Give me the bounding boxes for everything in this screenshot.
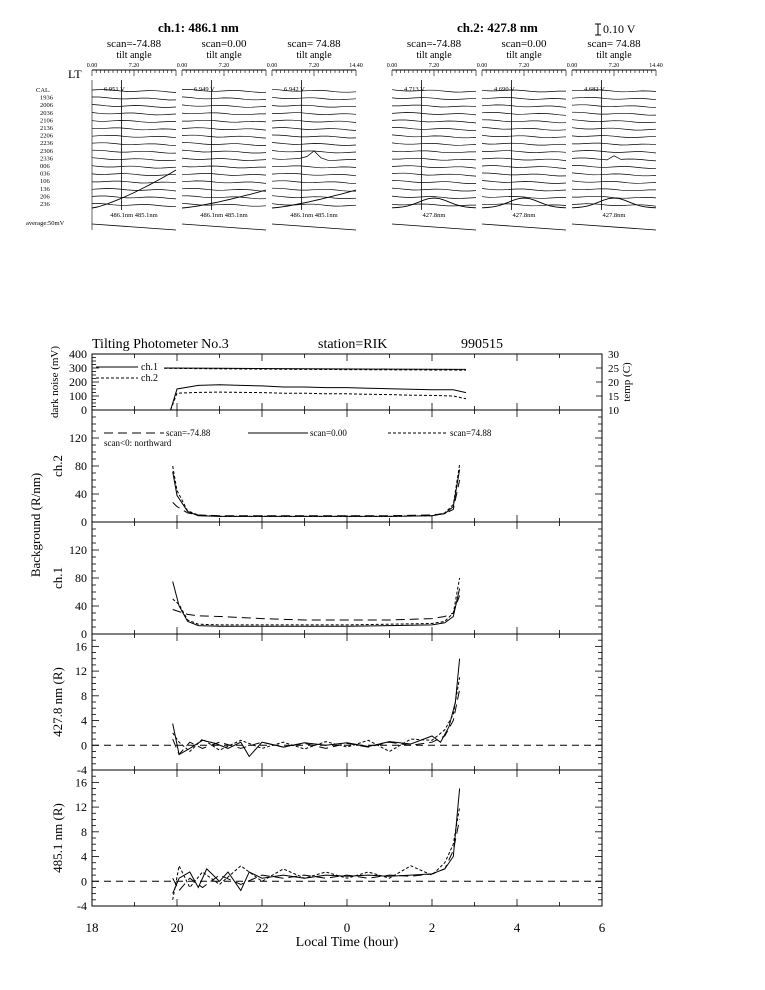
tilt-tick-label: 7.20: [608, 63, 620, 69]
tilt-angle-label: tilt angle: [596, 50, 632, 61]
y-axis-label: dark noise (mV): [49, 345, 61, 419]
scan-trace: [272, 113, 356, 115]
average-trace: [482, 224, 566, 230]
scan-trace: [182, 150, 266, 153]
y-tick-label: 120: [69, 543, 87, 557]
scan-trace: [392, 98, 476, 100]
y-tick-label: 0: [81, 738, 87, 753]
scan-trace: [392, 120, 476, 123]
tilt-tick-label: 14.40: [349, 63, 363, 69]
lt-row-label: 236: [40, 201, 50, 208]
y2-tick-label: 20: [608, 377, 619, 389]
scan-trace: [272, 181, 356, 184]
scan-trace: [392, 151, 476, 153]
tilt-tick-label: 0.00: [86, 63, 98, 69]
scan-trace: [392, 188, 476, 191]
y-tick-label: 400: [69, 347, 87, 361]
scan-trace: [392, 113, 476, 115]
tilt-tick-label: 14.40: [649, 63, 663, 69]
scale-label: 0.10 V: [603, 22, 636, 36]
scan-trace: [392, 166, 476, 169]
x-tick-label: 18: [85, 920, 99, 935]
scan-column: [387, 38, 476, 230]
y-tick-label: 12: [75, 664, 87, 679]
scan-trace: [392, 105, 476, 107]
tilt-angle-label: tilt angle: [206, 50, 242, 61]
y-tick-label: 80: [75, 571, 87, 585]
scan-trace: [92, 135, 176, 137]
scan-trace: [482, 189, 566, 191]
scan-label: scan=-74.88: [106, 38, 162, 50]
scan-trace: [482, 105, 566, 107]
scan-trace: [182, 196, 266, 199]
panel-frame: [92, 522, 602, 634]
scan-trace: [272, 173, 356, 176]
legend-label: ch.2: [141, 373, 158, 384]
scan-trace: [92, 105, 176, 108]
tilt-tick-label: 7.20: [308, 63, 320, 69]
lt-row-label: 2136: [40, 125, 53, 132]
scan-trace: [92, 196, 176, 199]
y-tick-label: 40: [75, 487, 87, 501]
scan-trace: [572, 128, 656, 130]
tilt-tick-label: 0.00: [386, 63, 398, 69]
x-tick-label: 22: [255, 920, 269, 935]
legend-label: scan=74.88: [450, 428, 492, 438]
emission-curve: [572, 198, 656, 208]
scan-trace: [572, 112, 656, 115]
station-label: station=RIK: [318, 337, 388, 352]
tilt-tick-label: 7.20: [218, 63, 230, 69]
y-tick-label: 120: [69, 431, 87, 445]
lt-row-label: 2106: [40, 117, 53, 125]
lt-label: LT: [68, 67, 82, 81]
lt-row-label: 2206: [40, 132, 53, 140]
y-tick-label: 200: [69, 375, 87, 389]
scan-trace: [182, 120, 266, 122]
scan-label: scan= 74.88: [587, 38, 641, 50]
scan-trace: [182, 97, 266, 100]
average-trace: [182, 224, 266, 230]
scan-trace: [272, 128, 356, 131]
scan-trace: [182, 181, 266, 184]
lt-row-label: 036: [40, 170, 50, 178]
scan-trace: [92, 174, 176, 176]
y-axis-label: ch.1: [50, 566, 65, 590]
legend-label: ch.1: [141, 362, 158, 373]
ch2-title: ch.2: 427.8 nm: [457, 20, 538, 35]
scale-bar: [595, 22, 636, 36]
y2-tick-label: 10: [608, 405, 619, 417]
series-line: [173, 807, 460, 900]
y-tick-label: 16: [75, 639, 87, 654]
cal-voltage-label: 6.949 V: [194, 86, 215, 93]
series-line: [173, 596, 460, 621]
scan-label: scan= 74.88: [287, 38, 341, 50]
scan-label: scan=-74.88: [406, 38, 462, 50]
lt-row-label: 136: [40, 185, 50, 193]
scan-trace: [392, 204, 476, 206]
lt-row-label: 2006: [40, 102, 53, 110]
panel-frame: [92, 354, 602, 410]
scan-trace: [572, 143, 656, 145]
series-line: [173, 820, 460, 891]
scan-trace: [272, 97, 356, 99]
y-tick-label: 4: [81, 849, 87, 864]
scan-trace: [482, 173, 566, 176]
tilt-tick-label: 0.00: [566, 63, 578, 69]
scan-trace: [392, 143, 476, 145]
scan-trace: [182, 105, 266, 107]
photometer-title: Tilting Photometer No.3: [92, 337, 229, 352]
scan-trace: [482, 166, 566, 169]
tilt-tick-label: 0.00: [176, 63, 188, 69]
scan-trace: [182, 188, 266, 191]
legend-label: scan=0.00: [310, 428, 347, 438]
average-label: average:50mV: [26, 220, 65, 227]
lt-row-label: 2306: [40, 147, 53, 155]
scan-trace: [482, 112, 566, 115]
scan-trace: [572, 156, 656, 161]
scan-trace: [92, 143, 176, 146]
lt-row-label: 2236: [40, 140, 53, 148]
scan-trace: [572, 120, 656, 123]
scan-trace: [392, 173, 476, 176]
legend-label: scan=-74.88: [166, 428, 211, 438]
y2-axis-label: temp (C): [621, 362, 633, 402]
scan-trace: [572, 165, 656, 168]
scan-trace: [182, 166, 266, 168]
panel-1: [49, 346, 633, 418]
y2-tick-label: 30: [608, 349, 619, 361]
scan-trace: [572, 97, 656, 99]
scan-label: scan=0.00: [201, 38, 247, 50]
scan-trace: [272, 135, 356, 138]
scan-trace: [482, 204, 566, 206]
tilt-tick-label: 0.00: [266, 63, 278, 69]
scan-trace: [92, 120, 176, 122]
cal-voltage-label: 4.682 V: [584, 86, 605, 93]
scan-trace: [392, 158, 476, 160]
panel-5: [50, 770, 606, 935]
lt-row-label: 1936: [40, 94, 53, 102]
cal-voltage-label: 6.951 V: [104, 86, 125, 93]
scan-trace: [482, 120, 566, 123]
y-tick-label: -4: [77, 899, 87, 913]
y-tick-label: 300: [69, 361, 87, 375]
scan-trace: [92, 128, 176, 130]
y-tick-label: 0: [81, 515, 87, 529]
ch1-title: ch.1: 486.1 nm: [158, 20, 239, 35]
y-tick-label: 0: [81, 627, 87, 641]
series-line: [173, 470, 460, 517]
tilt-angle-label: tilt angle: [416, 50, 452, 61]
lt-row-label: 206: [40, 193, 50, 201]
x-tick-label: 2: [428, 920, 436, 935]
scan-trace: [272, 196, 356, 199]
scan-trace: [572, 189, 656, 191]
tilt-tick-label: 0.00: [476, 63, 488, 69]
panel-3: [50, 522, 602, 641]
average-trace: [92, 224, 176, 230]
series-line: [173, 677, 460, 751]
scan-trace: [482, 127, 566, 130]
emission-curve: [482, 198, 566, 208]
y-tick-label: 4: [81, 713, 87, 728]
y-tick-label: 80: [75, 459, 87, 473]
x-tick-label: 6: [598, 920, 606, 935]
y-axis-label: 485.1 nm (R): [50, 803, 65, 873]
y-tick-label: 8: [81, 824, 87, 839]
scan-trace: [182, 143, 266, 146]
scan-trace: [272, 120, 356, 122]
scan-trace: [482, 143, 566, 145]
scan-trace: [272, 105, 356, 107]
scan-trace: [182, 128, 266, 130]
wavelength-label: 427.8nm: [422, 212, 446, 219]
cal-voltage-label: 4.690 V: [494, 86, 515, 93]
scan-column: [267, 38, 363, 230]
emission-curve: [92, 170, 176, 208]
scan-trace: [92, 189, 176, 192]
lt-row-label: 106: [40, 178, 50, 186]
scan-column: [477, 38, 566, 230]
tilt-tick-label: 7.20: [428, 63, 440, 69]
average-trace: [572, 224, 656, 230]
scan-trace: [92, 150, 176, 153]
scan-trace: [572, 173, 656, 176]
background-shared-ylabel: Background (R/nm): [28, 472, 43, 578]
scan-trace: [92, 113, 176, 115]
panel-4: [50, 634, 602, 777]
scan-trace: [392, 181, 476, 184]
scan-columns: [87, 38, 663, 230]
scan-column: [177, 38, 266, 230]
wavelength-label: 486.1nm 485.1nm: [200, 212, 248, 219]
scan-trace: [572, 181, 656, 183]
average-trace: [392, 224, 476, 230]
y-axis-label: 427.8 nm (R): [50, 667, 65, 737]
lt-row-labels: [36, 80, 92, 230]
tilt-tick-label: 7.20: [518, 63, 530, 69]
y-tick-label: 0: [81, 403, 87, 417]
panel-frame: [92, 770, 602, 906]
scan-trace: [482, 181, 566, 184]
y-tick-label: 100: [69, 389, 87, 403]
emission-curve: [182, 190, 266, 208]
series-line: [173, 578, 460, 625]
lt-row-label: CAL.: [36, 87, 51, 94]
scan-trace: [482, 151, 566, 153]
emission-curve: [392, 198, 476, 208]
panel-2: [50, 410, 602, 529]
cal-voltage-label: 6.942 V: [284, 86, 305, 93]
series-line: [171, 392, 466, 410]
scan-trace: [482, 98, 566, 100]
tilt-angle-label: tilt angle: [116, 50, 152, 61]
average-trace: [272, 224, 356, 230]
wavelength-label: 486.1nm 485.1nm: [290, 212, 338, 219]
scan-trace: [392, 127, 476, 130]
scan-trace: [482, 158, 566, 161]
tilt-angle-label: tilt angle: [506, 50, 542, 61]
y-tick-label: 40: [75, 599, 87, 613]
x-tick-label: 20: [170, 920, 184, 935]
scan-trace: [92, 158, 176, 161]
scan-trace: [482, 135, 566, 137]
y-tick-label: 0: [81, 874, 87, 889]
scan-trace: [272, 143, 356, 146]
series-line: [173, 789, 460, 894]
emission-curve: [272, 190, 356, 208]
date-label: 990515: [461, 337, 503, 352]
scan-trace: [572, 151, 656, 154]
y-tick-label: 12: [75, 800, 87, 815]
scan-note: scan<0: northward: [104, 438, 172, 448]
wavelength-label: 427.8nm: [512, 212, 536, 219]
panel-frame: [92, 410, 602, 522]
y-tick-label: 8: [81, 688, 87, 703]
x-tick-label: 0: [343, 920, 351, 935]
y-tick-label: 16: [75, 775, 87, 790]
scan-trace: [572, 105, 656, 108]
series-line: [173, 465, 460, 517]
scan-trace: [272, 188, 356, 191]
y-axis-label: ch.2: [50, 454, 65, 478]
panel-frame: [92, 634, 602, 770]
scan-column: [567, 38, 663, 230]
wavelength-label: 427.8nm: [602, 212, 626, 219]
series-line: [173, 659, 460, 757]
series-line: [173, 480, 460, 516]
scan-trace: [182, 203, 266, 206]
y-tick-label: -4: [77, 763, 87, 777]
time-series-panels: [49, 346, 633, 935]
lt-row-label: 006: [40, 163, 50, 170]
scan-trace: [272, 166, 356, 168]
y2-tick-label: 25: [608, 363, 619, 375]
scan-trace: [92, 181, 176, 183]
scan-trace: [392, 135, 476, 138]
series-line: [171, 385, 466, 410]
scan-trace: [572, 204, 656, 207]
scan-trace: [182, 113, 266, 115]
x-axis-label: Local Time (hour): [295, 935, 399, 950]
scan-trace: [182, 174, 266, 176]
scan-label: scan=0.00: [501, 38, 547, 50]
scan-summary-block: [26, 20, 663, 230]
scan-trace: [572, 136, 656, 138]
cal-voltage-label: 4.713 V: [404, 86, 425, 93]
lt-row-label: 2336: [40, 155, 53, 163]
x-tick-label: 4: [513, 920, 521, 935]
wavelength-label: 486.1nm 485.1nm: [110, 212, 158, 219]
y2-tick-label: 15: [608, 391, 619, 403]
tilt-angle-label: tilt angle: [296, 50, 332, 61]
tilt-tick-label: 7.20: [128, 63, 140, 69]
scan-trace: [272, 204, 356, 206]
scan-column: [87, 38, 176, 230]
scan-trace: [92, 166, 176, 168]
scan-trace: [182, 158, 266, 160]
scan-trace: [182, 135, 266, 138]
scan-trace: [92, 97, 176, 100]
lt-row-label: 2036: [40, 109, 53, 117]
